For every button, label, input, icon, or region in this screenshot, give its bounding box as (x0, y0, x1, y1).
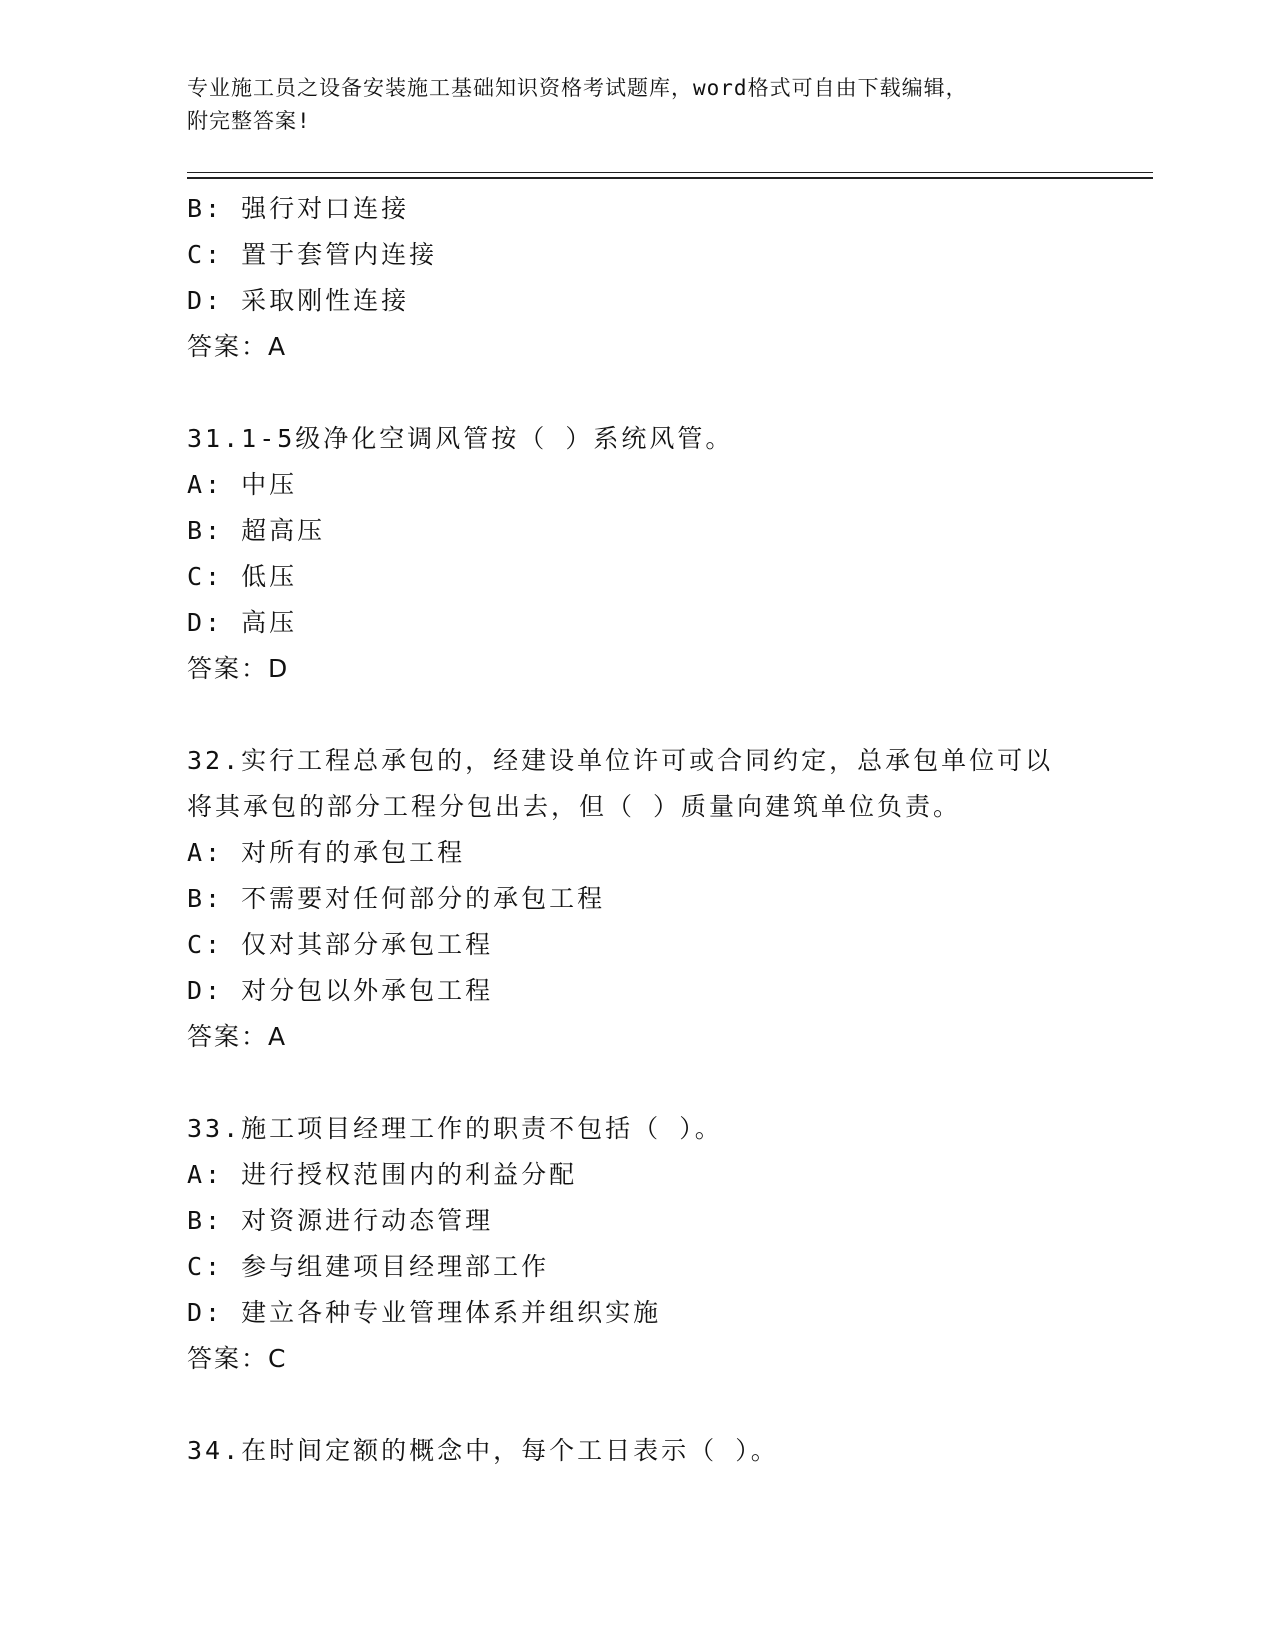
option-c: C: 参与组建项目经理部工作 (187, 1252, 550, 1281)
spacer (187, 1382, 1137, 1428)
question-stem: 33.施工项目经理工作的职责不包括（ ）。 (187, 1114, 723, 1143)
option-c: C: 置于套管内连接 (187, 240, 438, 269)
question-list (187, 186, 1137, 1474)
question-33 (187, 1106, 1137, 1382)
option-c: C: 低压 (187, 562, 298, 591)
document-header (187, 72, 1107, 138)
option-d: D: 高压 (187, 608, 298, 637)
option-d: D: 采取刚性连接 (187, 286, 410, 315)
header-line-1: 专业施工员之设备安装施工基础知识资格考试题库，word格式可自由下载编辑， (187, 76, 968, 100)
spacer (187, 1060, 1137, 1106)
question-stem-continued: 将其承包的部分工程分包出去，但（ ）质量向建筑单位负责。 (187, 792, 962, 821)
option-a: A: 中压 (187, 470, 298, 499)
option-b: B: 超高压 (187, 516, 326, 545)
option-b: B: 强行对口连接 (187, 194, 410, 223)
answer-line: 答案：A (187, 332, 288, 361)
option-b: B: 对资源进行动态管理 (187, 1206, 494, 1235)
question-30-continued (187, 186, 1137, 370)
question-31 (187, 416, 1137, 692)
header-line-2: 附完整答案! (187, 109, 311, 133)
spacer (187, 692, 1137, 738)
spacer (187, 370, 1137, 416)
answer-line: 答案：C (187, 1344, 288, 1373)
answer-line: 答案：A (187, 1022, 288, 1051)
option-d: D: 对分包以外承包工程 (187, 976, 494, 1005)
question-34 (187, 1428, 1137, 1474)
option-d: D: 建立各种专业管理体系并组织实施 (187, 1298, 662, 1327)
question-stem: 34.在时间定额的概念中，每个工日表示（ ）。 (187, 1436, 779, 1465)
option-c: C: 仅对其部分承包工程 (187, 930, 494, 959)
option-b: B: 不需要对任何部分的承包工程 (187, 884, 606, 913)
option-a: A: 进行授权范围内的利益分配 (187, 1160, 578, 1189)
question-32 (187, 738, 1137, 1060)
header-divider-thick (187, 177, 1153, 179)
option-a: A: 对所有的承包工程 (187, 838, 466, 867)
answer-line: 答案：D (187, 654, 290, 683)
question-stem: 31.1-5级净化空调风管按（ ）系统风管。 (187, 424, 734, 453)
header-divider-thin (187, 172, 1153, 173)
question-stem: 32.实行工程总承包的，经建设单位许可或合同约定，总承包单位可以 (187, 746, 1054, 775)
